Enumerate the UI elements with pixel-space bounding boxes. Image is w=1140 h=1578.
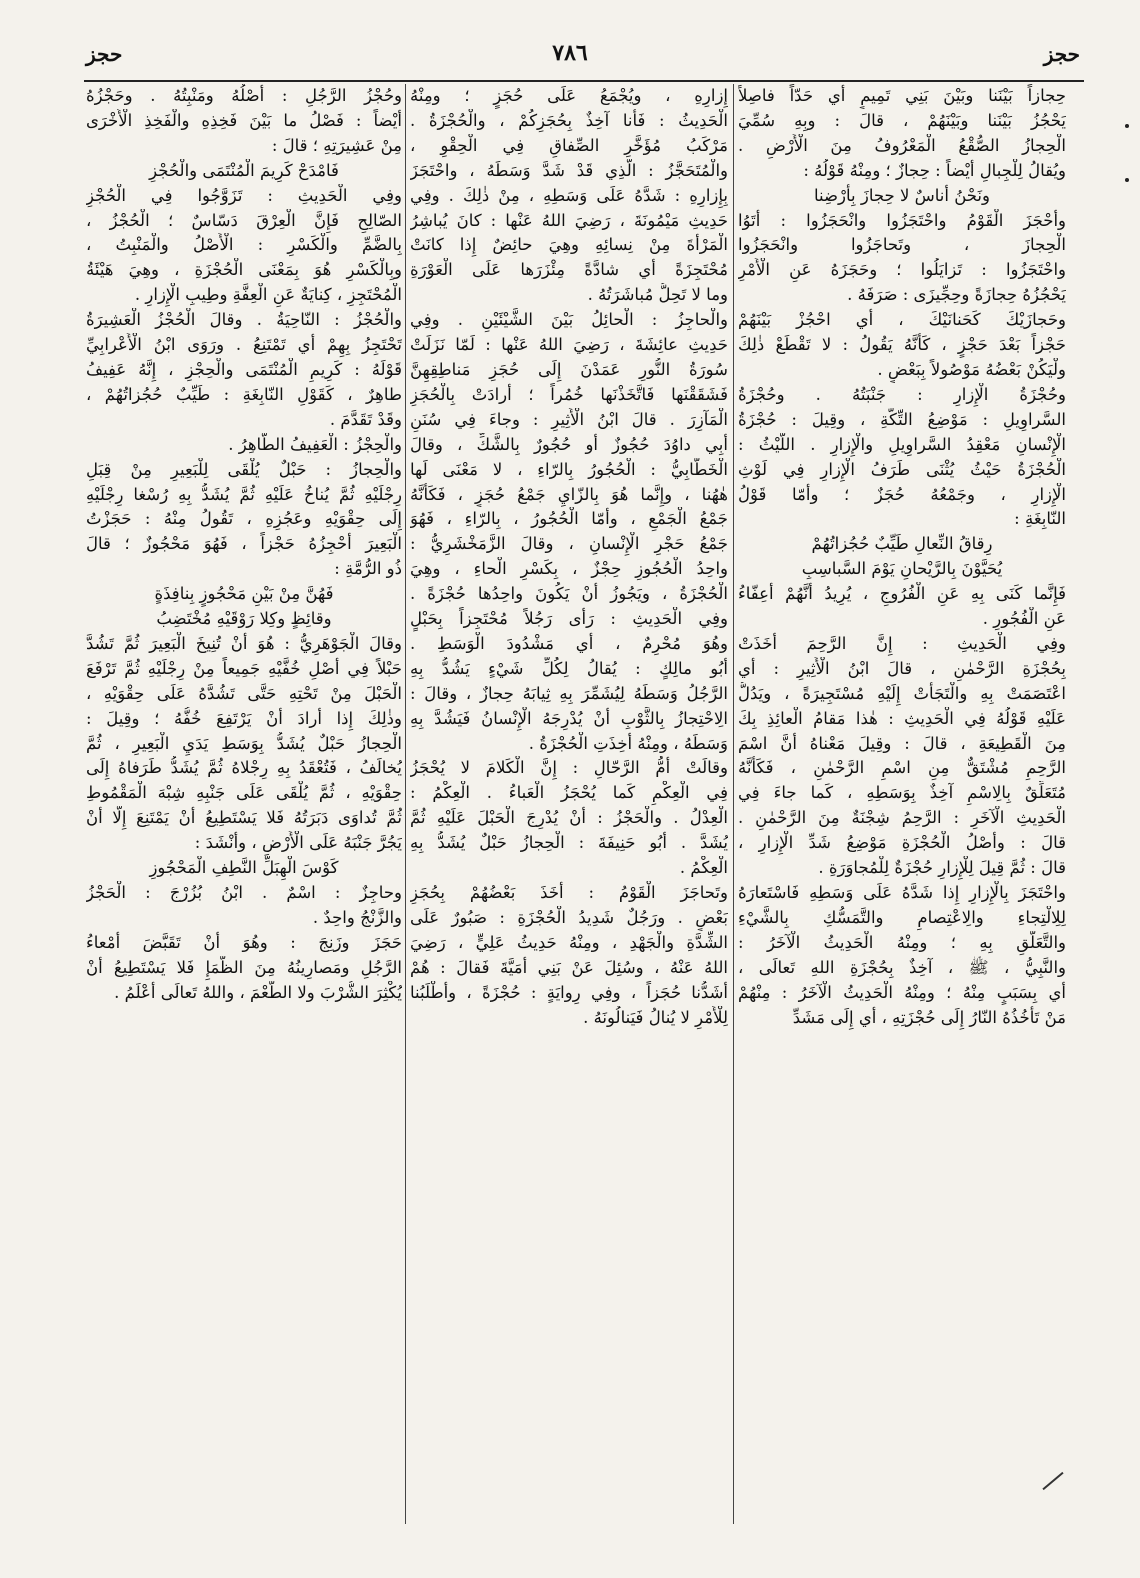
text-line: واحِدُ الْحُجُوزِ حِجْزٌ ، بِكَسْرِ الْحاءِ ، وهِيَ <box>410 559 728 579</box>
text-line: يُشَدَّ . أَبُو حَنِيفَةَ : الْحِجازُ حَبْلٌ يُشَدُّ بِهِ <box>410 833 728 853</box>
text-line: ذُو الرُّمَّةِ : <box>334 559 402 579</box>
text-column-middle <box>410 84 728 1554</box>
text-line: قالَ : وأَصْلُ الْحُجْزَةِ مَوْضِعُ شَدِّ الْإِزارِ ، <box>738 833 1066 853</box>
text-line: كَوْسَ الْهِبَلِّ النَّطِفِ الْمَحْجُوزِ <box>149 858 339 878</box>
text-line: ونَحْنُ أُناسٌ لا حِجازَ بِأَرْضِنا <box>814 185 990 205</box>
text-line: مِنْ عَشِيرَتِهِ ؛ قالَ : <box>271 135 402 155</box>
text-line: يُحَيَّوْنَ بِالرَّيْحانِ يَوْمَ السَّباسِبِ <box>801 559 1003 579</box>
text-line: حَجْزاً بَعْدَ حَجْزٍ ، كَأَنَّهُ يَقُولُ : لا تَقْطَعْ ذٰلِكَ <box>738 335 1066 355</box>
header-guide-word-right: حجز <box>1043 42 1080 66</box>
text-line: والْحِجْزُ : الْعَفِيفُ الطّاهِرُ . <box>228 434 402 454</box>
text-line: والْحاجِزُ : الْحائِلُ بَيْنَ الشَّيْئَيْنِ . وفِي <box>410 310 728 330</box>
text-line: أَي بِسَبَبٍ مِنْهُ ؛ ومِنْهُ الْحَدِيثُ الْآخَرُ : مِنْهُمْ <box>738 982 1066 1002</box>
text-column-right <box>738 84 1066 1554</box>
text-line: وبِالْكَسْرِ هُوَ بِمَعْنَى الْحُجْزَةِ ، وهِيَ هَيْئَةُ <box>86 260 402 280</box>
text-line: وقائِظٍ وكِلا رَوْقَيْهِ مُخْتَضِبُ <box>156 609 332 629</box>
text-line: حِجازاً بَيْنَنا وبَيْنَ بَنِي تَمِيمٍ أَي حَدّاً فاصِلاً <box>738 86 1066 105</box>
text-line: يَحْجُزُ بَيْنَنا وبَيْنَهُمْ ، قالَ : وبِهِ سُمِّيَ <box>738 110 1066 130</box>
text-line: يُكْثِرَ الشُّرْبَ ولا الطُّعْمَ ، واللهُ تَعالَى أَعْلَمُ . <box>114 982 402 1002</box>
text-line: قَوْلَهُ : كَرِيمِ الْمُنْتَمَى والْحِجْزِ ، إِنَّهُ عَفِيفُ <box>86 359 402 379</box>
text-line: طاهِرٌ ، كَقَوْلِ النّابِغَةِ : طَيِّبٌ حُجُزاتُهُمْ ، <box>86 384 402 404</box>
text-line: وأَحْجَزَ الْقَوْمُ واحْتَجَزُوا وانْحَجَزُوا : أَتَوُا <box>738 210 1066 230</box>
text-line: الْحَبْلَ مِنْ تَحْتِهِ حَتَّى تَشُدَّهُ عَلَى حِقْوَيْهِ ، <box>86 683 402 703</box>
text-line: وفِي الْحَدِيثِ : إِنَّ الرَّحِمَ أَخَذَتْ <box>738 633 1066 653</box>
text-line: وحَجازَيْكَ كَحَنانَيْكَ ، أَي احْجُزْ بَيْنَهُمْ <box>738 310 1066 330</box>
text-line: فَإِنَّما كَنَى بِهِ عَنِ الْفُرُوجِ ، يُرِيدُ أَنَّهُمْ أَعِفّاءُ <box>738 584 1066 604</box>
text-line: السَّراوِيلِ : مَوْضِعُ التِّكَّةِ ، وقِيلَ : حُجْزَةُ <box>738 409 1066 429</box>
text-line: الرَّجُلِ ومَصارِينُهُ مِنَ الظَّمَإِ فَلا يَسْتَطِيعُ أَنْ <box>86 957 402 977</box>
text-line: حَدِيثِ مَيْمُونَةَ ، رَضِيَ اللهُ عَنْها : كانَ يُباشِرُ <box>410 210 728 230</box>
text-line: الْإِزارِ ، وجَمْعُهُ حُجَزٌ ؛ وأَمّا قَوْلُ <box>738 484 1066 504</box>
text-line: الِاحْتِجازُ بِالثَّوْبِ أَنْ يُدْرِجَهُ الْإِنْسانُ فَيَشُدَّ بِهِ <box>410 708 728 728</box>
text-line: يُخالَفُ ، فَتُعْقَدُ بِهِ رِجْلاهُ ثُمَّ يُشَدُّ طَرَفاهُ إِلَى <box>86 758 402 778</box>
text-line: أَيْضاً : فَصْلُ ما بَيْنَ فَخِذِهِ والْفَخِذِ الْأُخْرَى <box>86 110 402 130</box>
text-line: رِقاقُ النِّعالِ طَيِّبٌ حُجُزاتُهُمْ <box>811 534 993 554</box>
header-guide-word-left: حجز <box>86 42 123 66</box>
text-line: الْمَرْأَةَ مِنْ نِسائِهِ وهِيَ حائِضٌ إِذا كانَتْ <box>410 235 728 255</box>
text-line: ثُمَّ تُداوَى دَبَرَتُهُ فَلا يَسْتَطِيعُ أَنْ يَمْتَنِعَ إِلّا أَنْ <box>86 808 402 828</box>
text-line: عَنِ الْفُجُورِ . <box>982 609 1066 629</box>
text-line: أَبُو مالِكٍ : يُقالُ لِكُلِّ شَيْءٍ يَشُدُّ بِهِ <box>410 658 728 678</box>
text-line: وهُوَ مُحْرِمٌ ، أَي مَشْدُودَ الْوَسَطِ . <box>410 633 728 653</box>
text-line: الْحَدِيثُ : فَأَنا آخِذٌ بِحُجَزِكُمْ ، والْحُجْزَةُ . <box>410 110 728 130</box>
text-line: والْحِجازُ : حَبْلٌ يُلْقَى لِلْبَعِيرِ مِنْ قِبَلِ <box>86 459 402 479</box>
text-line: وفِي الْحَدِيثِ : تَزَوَّجُوا فِي الْحُجْزِ <box>86 185 402 205</box>
page-number: ٧٨٦ <box>552 40 588 66</box>
text-line: الْحِجازُ حَبْلٌ يُشَدُّ بِوَسَطِ يَدَيِ الْبَعِيرِ ، ثُمَّ <box>86 733 402 753</box>
text-line: والْمُتَحَجَّزُ : الَّذِي قَدْ شَدَّ وَسَطَهُ ، واحْتَجَزَ <box>410 160 728 180</box>
text-line: قالَ : ثُمَّ قِيلَ لِلْإِزارِ حُجْزَةٌ لِلْمُجاوَرَةِ . <box>818 858 1066 878</box>
text-line: هٰهُنا ، وإِنَّما هُوَ بِالزّايِ جَمْعُ حُجَزٍ ، فَكَأَنَّهُ <box>410 484 728 504</box>
column-separator <box>733 84 734 1524</box>
text-line: وتَحاجَزَ الْقَوْمُ : أَخَذَ بَعْضُهُمْ بِحُجَزِ <box>410 883 728 902</box>
text-line: الْعِدْلُ . والْحَجْزُ : أَنْ يُدْرِجَ الْحَبْلَ عَلَيْهِ ثُمَّ <box>410 808 728 828</box>
text-line: ويُقالُ لِلْجِبالِ أَيْضاً : حِجازٌ ؛ ومِنْهُ قَوْلُهُ : <box>803 160 1066 180</box>
text-line: حِقْوَيْهِ ، ثُمَّ يُلْقَى عَلَى جَنْبِهِ شِبْهَ الْمَقْمُوطِ <box>86 783 402 803</box>
text-line: واحْتَجَزَ بِالْإِزارِ إِذا شَدَّهُ عَلَى وَسَطِهِ فَاسْتَعارَهُ <box>738 883 1066 902</box>
text-line: وقَدْ تَقَدَّمَ . <box>329 409 402 429</box>
margin-mark <box>1125 178 1129 182</box>
text-line: وحُجْزَةُ الْإِزارِ : جَنْبَتُهُ . وحُجْزَةُ <box>738 384 1066 404</box>
text-line: والزَّنْجُ واحِدٌ . <box>312 907 402 927</box>
text-line: تَحْتَجِزُ بِهِمْ أَي تَمْتَنِعُ . ورَوَى ابْنُ الْأَعْرابِيِّ <box>86 335 402 355</box>
text-line: أَشَدُّنا حُجَزاً ، وفِي رِوايَةٍ : حُجْزَةً ، وأَطْلَبُنا <box>410 982 728 1002</box>
text-line: حَبْلاً فِي أَصْلِ خُفَّيْهِ جَمِيعاً مِنْ رِجْلَيْهِ ثُمَّ تَرْفَعَ <box>86 658 402 678</box>
text-line: الْحُجْزَةُ ، ويَجُوزُ أَنْ يَكُونَ واحِدُها حُجْزَةً . <box>410 584 728 604</box>
text-line: بَعْضٍ . ورَجُلٌ شَدِيدُ الْحُجْزَةِ : صَبُورٌ عَلَى <box>410 907 728 927</box>
text-line: اللهُ عَنْهُ ، وسُئِلَ عَنْ بَنِي أُمَيَّةَ فَقالَ : هُمْ <box>410 957 728 977</box>
text-line: الْبَعِيرَ أَحْجِزُهُ حَجْزاً ، فَهُوَ مَحْجُوزٌ ؛ قالَ <box>86 534 402 554</box>
column-separator <box>405 84 406 1524</box>
text-line: الْإِنْسانِ مَعْقِدُ السَّراوِيلِ والْإِزارِ . اللَّيْثُ : <box>738 434 1066 454</box>
text-line: إِلَى حِقْوَيْهِ وعَجُزِهِ ، تَقُولُ مِنْهُ : حَجَزْتُ <box>86 509 402 529</box>
text-line: والتَّعَلُّقِ بِهِ ؛ ومِنْهُ الْحَدِيثُ الْآخَرُ : <box>738 932 1066 952</box>
text-line: اعْتَصَمَتْ بِهِ والْتَجَأَتْ إِلَيْهِ مُسْتَجِيرَةً ، ويَدُلُّ <box>738 683 1066 703</box>
text-line: حَجَزَ وزَنِجَ : وهُوَ أَنْ تَقَبَّضَ أَمْعاءُ <box>86 932 402 952</box>
text-line: مُحْتَجِزَةً أَي شادَّةً مِئْزَرَها عَلَى الْعَوْرَةِ <box>410 260 728 280</box>
text-line: بِإِزارِهِ : شَدَّهُ عَلَى وَسَطِهِ ، مِنْ ذٰلِكَ . وفِي <box>410 185 728 205</box>
text-line: جَمْعُ حَجْرِ الْإِنْسانِ ، وقالَ الزَّمَخْشَرِيُّ : <box>410 534 728 554</box>
text-line: بِحُجْزَةِ الرَّحْمٰنِ ، قالَ ابْنُ الْأَثِيرِ : أَي <box>738 658 1066 678</box>
text-line: بِالضَّمِّ والْكَسْرِ : الْأَصْلُ والْمَنْبِتُ ، <box>86 235 402 255</box>
text-line: يَجُرَّ جَنْبَهُ عَلَى الْأَرْضِ ، وأَنْشَدَ : <box>194 833 402 853</box>
text-line: الْحِجازُ الصُّقْعُ الْمَعْرُوفُ مِنَ الْأَرْضِ . <box>738 135 1066 155</box>
text-line: وقالَتْ أُمُّ الرَّحّالِ : إِنَّ الْكَلامَ لا يُحْجَزُ <box>410 758 728 778</box>
text-line: فِي الْعِكْمِ كَما يُحْجَزُ الْعَباءُ . الْعِكْمُ : <box>410 783 728 803</box>
text-line: لِلْأَمْرِ لا يُنالُ فَيَنالُونَهُ . <box>583 1007 728 1027</box>
text-line: جَمْعُ الْجَمْعِ ، وأَمّا الْحُجُورُ ، بِالرّاءِ ، فَهُوَ <box>410 509 728 529</box>
text-line: عَلَيْهِ قَوْلُهُ فِي الْحَدِيثِ : هٰذا مَقامُ الْعائِذِ بِكَ <box>738 708 1066 728</box>
text-line: وَسَطَهُ ، ومِنْهُ أُخِذَتِ الْحُجْزَةُ . <box>528 733 728 753</box>
text-line: لِلِالْتِجاءِ والِاعْتِصامِ والتَّمَسُّكِ بِالشَّيْءِ <box>738 907 1066 927</box>
text-line: الْحُجْزَةُ حَيْثُ يُثْنَى طَرَفُ الْإِزارِ فِي لَوْثِ <box>738 459 1066 479</box>
text-line: ولْيَكُنْ بَعْضُهُ مَوْصُولاً بِبَعْضٍ . <box>877 359 1066 379</box>
text-line: أَبِي داوُدَ حُجُوزٌ أَو حُجُورٌ بِالشَّكِّ ، وقالَ <box>410 434 728 454</box>
text-line: وحُجْزُ الرَّجُلِ : أَصْلُهُ ومَنْبِتُهُ . وحَجْزُهُ <box>86 86 402 105</box>
header-rule <box>84 80 1084 82</box>
text-line: وذٰلِكَ إِذا أَرادَ أَنْ يَرْتَفِعَ خُفُّهُ ؛ وقِيلَ : <box>86 708 402 728</box>
text-line: الرَّحِمِ مُشْتَقٌّ مِنِ اسْمِ الرَّحْمٰنِ ، فَكَأَنَّهُ <box>738 758 1066 778</box>
text-line: مِنَ الْقَطِيعَةِ ، قالَ : وقِيلَ مَعْناهُ أَنَّ اسْمَ <box>738 733 1066 753</box>
text-line: وحاجِزٌ : اسْمٌ . ابْنُ بُزُرْجَ : الْحَجْزُ <box>86 883 402 902</box>
text-column-left <box>86 84 402 1554</box>
text-line: إِزارِهِ ، ويُجْمَعُ عَلَى حُجَزٍ ؛ ومِنْهُ <box>410 86 728 105</box>
text-line: فَهُنَّ مِنْ بَيْنِ مَحْجُوزٍ بِنافِذَةٍ <box>154 584 334 604</box>
text-line: وما لا تَحِلُّ مُباشَرَتُهُ . <box>587 285 728 305</box>
text-line: واحْتَجَزُوا : تَزايَلُوا ؛ وحَجَزَهُ عَنِ الْأَمْرِ <box>738 260 1066 280</box>
text-line: رِجْلَيْهِ ثُمَّ يُناخُ عَلَيْهِ ثُمَّ يُشَدُّ بِهِ رُسْغا رِجْلَيْهِ <box>86 484 402 504</box>
page-header <box>0 0 1140 86</box>
text-line: الْمَآزِرَ . قالَ ابْنُ الْأَثِيرِ : وجاءَ فِي سُنَنِ <box>410 409 728 429</box>
text-line: فَشَقَقْنَها فَاتَّخَذْنَها خُمُراً ؛ أَرادَتْ بِالْحُجَزِ <box>410 384 728 404</box>
text-line: والْحُجْزُ : النّاحِيَةُ . وقالَ الْحُجْزُ الْعَشِيرَةُ <box>86 310 402 330</box>
text-line: الْخَطّابِيُّ : الْحُجُورُ بِالرّاءِ ، لا مَعْنَى لَها <box>410 459 728 479</box>
text-line: وقالَ الْجَوْهَرِيُّ : هُوَ أَنْ تُنِيخَ الْبَعِيرَ ثُمَّ تَشُدَّ <box>86 633 402 653</box>
text-line: الصّالِحِ فَإِنَّ الْعِرْقَ دَسّاسٌ ؛ الْحُجْزُ ، <box>86 210 402 230</box>
text-line: النّابِغَةِ : <box>1014 509 1066 529</box>
text-line: حَدِيثِ عائِشَةَ ، رَضِيَ اللهُ عَنْها : لَمّا نَزَلَتْ <box>410 335 728 355</box>
text-line: مَنْ تَأْخُذُهُ النّارُ إِلَى حُجْزَتِهِ ، أَي إِلَى مَشَدِّ <box>792 1007 1066 1027</box>
text-line: الشِّدَّةِ والْجَهْدِ ، ومِنْهُ حَدِيثُ عَلِيٍّ ، رَضِيَ <box>410 932 728 952</box>
text-line: الْمُحْتَجِزِ ، كِنايَةٌ عَنِ الْعِفَّةِ وطِيبِ الْإِزارِ . <box>134 285 402 305</box>
margin-mark <box>1125 124 1129 128</box>
text-line: وفِي الْحَدِيثِ : رَأَى رَجُلاً مُحْتَجِزاً بِحَبْلٍ <box>410 609 728 629</box>
text-line: الْحِجازَ ، وتَحاجَزُوا وانْحَجَزُوا <box>738 235 1066 255</box>
text-line: الْعِكْمُ . <box>679 858 728 878</box>
text-line: مَرْكَبُ مُؤَخَّرِ الصِّفاقِ فِي الْحِقْوِ ، <box>410 135 728 155</box>
text-line: فَامْدَحْ كَرِيمَ الْمُنْتَمَى والْحُجْزِ <box>149 160 339 180</box>
text-line: الْحَدِيثِ الْآخَرِ : الرَّحِمُ شِجْنَةٌ مِنَ الرَّحْمٰنِ . <box>738 808 1066 828</box>
text-line: مُتَعَلِّقٌ بِالِاسْمِ آخِذٌ بِوَسَطِهِ ، كَما جاءَ فِي <box>738 783 1066 803</box>
text-line: الرَّجُلُ وَسَطَهُ لِيُشَمِّرَ بِهِ ثِيابَهُ حِجازٌ ، وقالَ : <box>410 683 728 703</box>
text-line: والنَّبِيُّ ، ﷺ ، آخِذٌ بِحُجْزَةِ اللهِ تَعالَى ، <box>738 957 1066 977</box>
text-line: يَحْجُزُهُ حِجازَةً وحِجِّيزَى : صَرَفَهُ . <box>847 285 1066 305</box>
text-line: سُورَةُ النُّورِ عَمَدْنَ إِلَى حُجَزِ مَناطِقِهِنَّ <box>410 359 728 379</box>
